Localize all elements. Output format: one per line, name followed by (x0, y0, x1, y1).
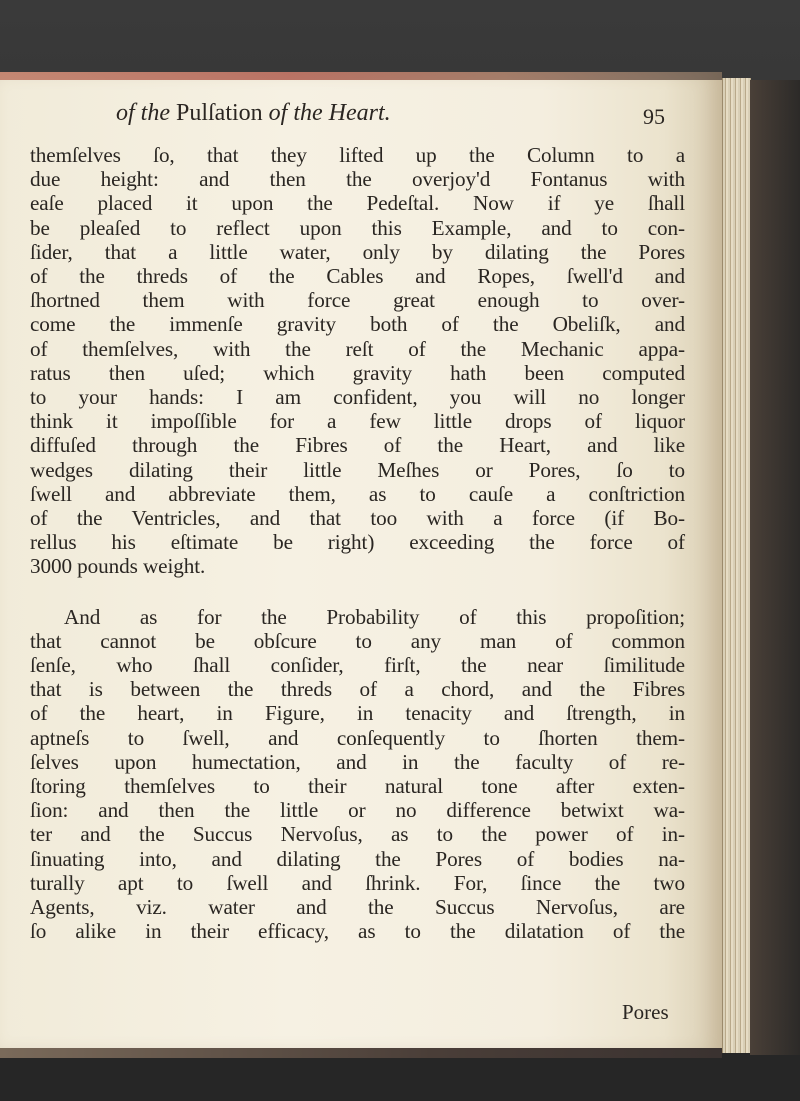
text-line: of the threds of the Cables and Ropes, ſwell'd and (30, 264, 685, 289)
text-line: And as for the Probability of this propoſition; (64, 604, 685, 629)
text-line: to your hands: I am confident, you will no longer (30, 385, 685, 410)
text-line: think it impoſſible for a few little drops of liquor (30, 409, 685, 434)
text-line: that cannot be obſcure to any man of common (30, 628, 685, 653)
text-line: ſwell and abbreviate them, as to cauſe a conſtriction (30, 481, 685, 506)
page-fore-edge (722, 78, 751, 1053)
paragraph-gap (30, 579, 685, 605)
text-line: ratus then uſed; which gravity hath been computed (30, 360, 685, 385)
bottom-edge-shadow (0, 1048, 722, 1058)
text-line: wedges dilating their little Meſhes or Pores, ſo to (30, 457, 685, 482)
text-line: ter and the Succus Nervoſus, as to the power of in- (30, 822, 685, 847)
catchword: Pores (622, 1000, 669, 1024)
text-line: of the heart, in Figure, in tenacity and ſtrength, in (30, 701, 685, 726)
text-line: turally apt to ſwell and ſhrink. For, ſince the two (30, 870, 685, 895)
text-line: aptneſs to ſwell, and conſequently to ſhorten them- (30, 725, 685, 750)
text-line: come the immenſe gravity both of the Obeliſk, and (30, 312, 685, 337)
text-line: ſion: and then the little or no difference betwixt wa- (30, 798, 685, 823)
text-line: Agents, viz. water and the Succus Nervoſus, are (30, 895, 685, 920)
text-line: 3000 pounds weight. (30, 554, 206, 579)
text-line: that is between the threds of a chord, and the Fibres (30, 677, 685, 702)
text-line: eaſe placed it upon the Pedeſtal. Now if ye ſhall (30, 191, 685, 216)
text-line: ſelves upon humectation, and in the faculty of re- (30, 749, 685, 774)
body-text (30, 143, 685, 944)
running-title-mid: of the (268, 100, 323, 126)
text-line: rellus his eſtimate be right) exceeding the force of (30, 530, 685, 555)
page-number: 95 (643, 104, 665, 129)
running-title-main: Pulſation (176, 100, 263, 126)
binding-shadow (750, 80, 800, 1055)
running-title-prefix: of the (116, 100, 170, 126)
text-line: ſider, that a little water, only by dilating the Pores (30, 239, 685, 264)
text-line: ſhortned them with force great enough to over- (30, 288, 685, 313)
text-line: of themſelves, with the reſt of the Mechanic appa- (30, 336, 685, 361)
text-line: themſelves ſo, that they lifted up the Column to a (30, 143, 685, 167)
text-line: be pleaſed to reflect upon this Example, and to con- (30, 215, 685, 240)
text-line: ſo alike in their efficacy, as to the dilatation of the (30, 919, 685, 944)
text-line: ſenſe, who ſhall conſider, firſt, the near ſimilitude (30, 653, 685, 678)
text-line: due height: and then the overjoy'd Fontanus with (30, 167, 685, 192)
text-line: ſtoring themſelves to their natural tone after exten- (30, 774, 685, 799)
text-line: ſinuating into, and dilating the Pores of bodies na- (30, 846, 685, 871)
running-title-end: Heart. (328, 100, 391, 126)
text-line: diffuſed through the Fibres of the Heart, and like (30, 433, 685, 458)
running-title (116, 100, 391, 127)
page-header (116, 100, 676, 136)
top-edge-stain (0, 72, 722, 80)
text-line: of the Ventricles, and that too with a force (if Bo- (30, 506, 685, 531)
